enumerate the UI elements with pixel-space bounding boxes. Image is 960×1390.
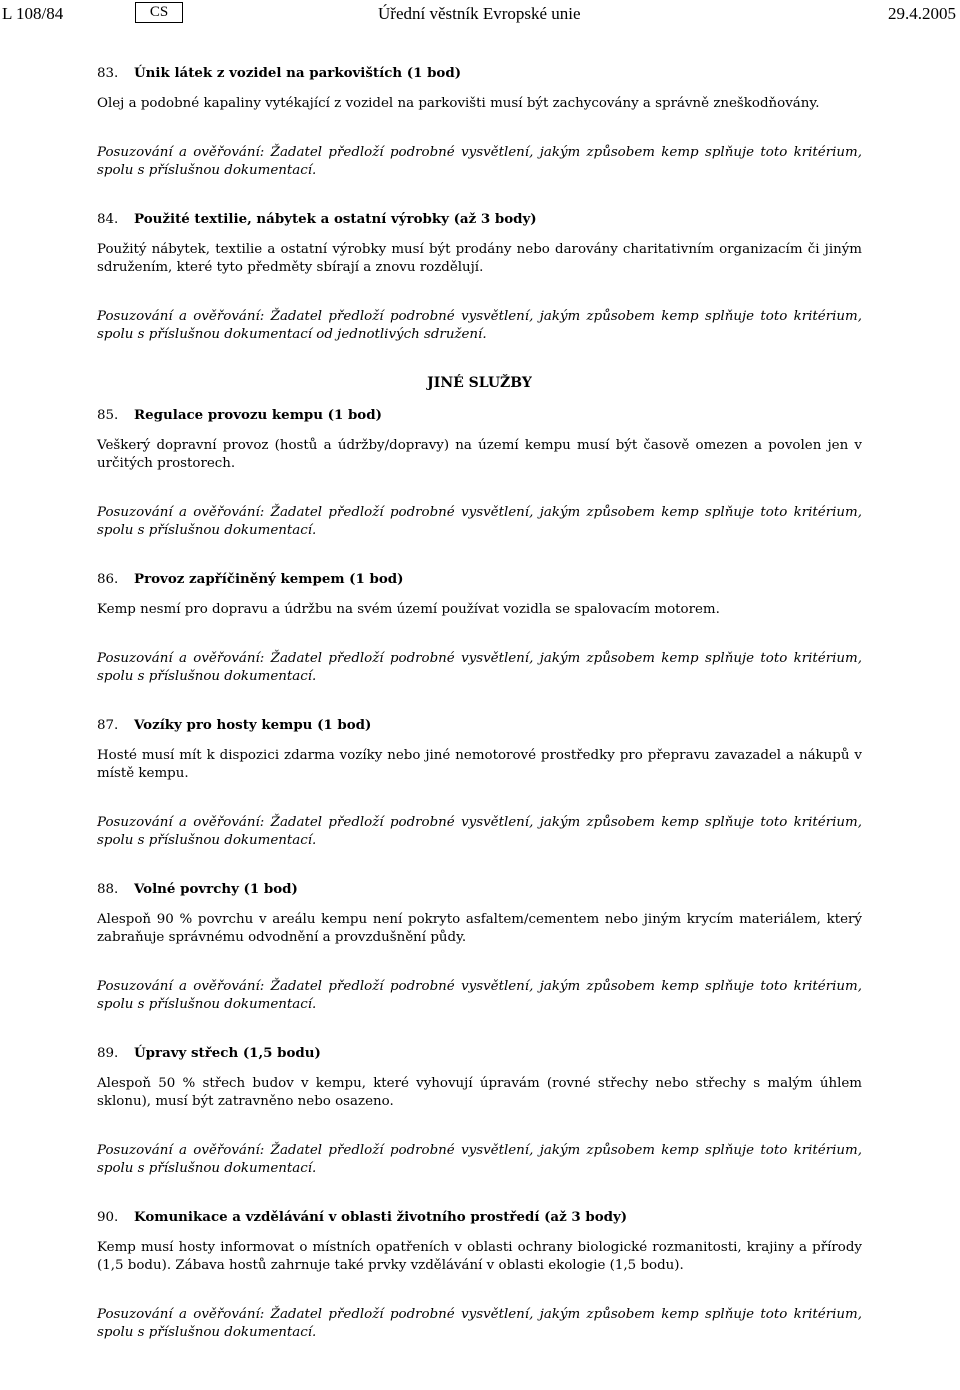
criterion-title: Úpravy střech (1,5 bodu) [134, 1045, 321, 1061]
journal-title: Úřední věstník Evropské unie [378, 4, 581, 23]
criterion-title: Použité textilie, nábytek a ostatní výrobky (až 3 body) [134, 211, 537, 227]
criterion-heading [97, 880, 862, 899]
criterion-requirement: Veškerý dopravní provoz (hostů a údržby/dopravy) na území kempu musí být časově omezen a povolen jen v určitých prostorech. [97, 438, 862, 471]
criterion-assessment: Posuzování a ověřování: Žadatel předloží podrobné vysvětlení, jakým způsobem kemp splňuje toto kritérium, spolu s příslušnou dokumentací od jednotlivých sdružení. [97, 309, 862, 342]
criterion-number: 87. [97, 718, 119, 733]
criterion-assessment: Posuzování a ověřování: Žadatel předloží podrobné vysvětlení, jakým způsobem kemp splňuje toto kritérium, spolu s příslušnou dokumentací. [97, 651, 862, 684]
section-title: JINÉ SLUŽBY [427, 375, 532, 391]
criterion-heading [97, 406, 862, 425]
criterion-requirement: Alespoň 90 % povrchu v areálu kempu není pokryto asfaltem/cementem nebo jiným krycím materiálem, který zabraňuje správnému odvodnění a provzdušnění půdy. [97, 912, 862, 945]
criterion-heading [97, 64, 862, 83]
publication-date: 29.4.2005 [888, 4, 956, 23]
criterion-requirement: Použitý nábytek, textilie a ostatní výrobky musí být prodány nebo darovány charitativním organizacím či jiným sdružením, které tyto předměty sbírají a znovu rozdělují. [97, 242, 862, 275]
document-body [97, 64, 862, 1372]
criterion-89 [97, 1044, 862, 1178]
page-header [0, 0, 960, 30]
criterion-assessment: Posuzování a ověřování: Žadatel předloží podrobné vysvětlení, jakým způsobem kemp splňuje toto kritérium, spolu s příslušnou dokumentací. [97, 145, 862, 178]
criterion-heading [97, 1044, 862, 1063]
criterion-title: Vozíky pro hosty kempu (1 bod) [134, 717, 372, 733]
criterion-85 [97, 406, 862, 540]
criterion-title: Volné povrchy (1 bod) [134, 881, 298, 897]
page-reference: L 108/84 [2, 4, 64, 23]
criterion-title: Únik látek z vozidel na parkovištích (1 bod) [134, 65, 462, 81]
criterion-number: 83. [97, 66, 119, 81]
criterion-86 [97, 570, 862, 686]
criterion-number: 90. [97, 1210, 119, 1225]
criterion-number: 89. [97, 1046, 119, 1061]
criterion-number: 88. [97, 882, 119, 897]
criterion-requirement: Alespoň 50 % střech budov v kempu, které vyhovují úpravám (rovné střechy nebo střechy s malým úhlem sklonu), musí být zatravněno nebo osazeno. [97, 1076, 862, 1109]
criterion-assessment: Posuzování a ověřování: Žadatel předloží podrobné vysvětlení, jakým způsobem kemp splňuje toto kritérium, spolu s příslušnou dokumentací. [97, 979, 862, 1012]
criterion-heading [97, 570, 862, 589]
criterion-heading [97, 1208, 862, 1227]
criterion-requirement: Kemp nesmí pro dopravu a údržbu na svém území používat vozidla se spalovacím motorem. [97, 602, 720, 617]
criterion-assessment: Posuzování a ověřování: Žadatel předloží podrobné vysvětlení, jakým způsobem kemp splňuje toto kritérium, spolu s příslušnou dokumentací. [97, 1143, 862, 1176]
criterion-88 [97, 880, 862, 1014]
criterion-title: Komunikace a vzdělávání v oblasti životního prostředí (až 3 body) [134, 1209, 628, 1225]
criterion-assessment: Posuzování a ověřování: Žadatel předloží podrobné vysvětlení, jakým způsobem kemp splňuje toto kritérium, spolu s příslušnou dokumentací. [97, 1307, 862, 1340]
criterion-84 [97, 210, 862, 344]
criterion-number: 85. [97, 408, 119, 423]
criterion-assessment: Posuzování a ověřování: Žadatel předloží podrobné vysvětlení, jakým způsobem kemp splňuje toto kritérium, spolu s příslušnou dokumentací. [97, 505, 862, 538]
criterion-number: 84. [97, 212, 119, 227]
criterion-90 [97, 1208, 862, 1342]
criterion-83 [97, 64, 862, 180]
criterion-title: Provoz zapříčiněný kempem (1 bod) [134, 571, 404, 587]
criterion-number: 86. [97, 572, 119, 587]
criterion-heading [97, 716, 862, 735]
criterion-requirement: Hosté musí mít k dispozici zdarma vozíky nebo jiné nemotorové prostředky pro přepravu zavazadel a nákupů v místě kempu. [97, 748, 862, 781]
criterion-87 [97, 716, 862, 850]
criterion-heading [97, 210, 862, 229]
criterion-requirement: Olej a podobné kapaliny vytékající z vozidel na parkovišti musí být zachycovány a správně zneškodňovány. [97, 96, 820, 111]
criterion-requirement: Kemp musí hosty informovat o místních opatřeních v oblasti ochrany biologické rozmanitosti, krajiny a přírody (1,5 bodu). Zábava hostů zahrnuje také prvky vzdělávání v oblasti ekologie (1,5 bodu). [97, 1240, 862, 1273]
criterion-assessment: Posuzování a ověřování: Žadatel předloží podrobné vysvětlení, jakým způsobem kemp splňuje toto kritérium, spolu s příslušnou dokumentací. [97, 815, 862, 848]
language-badge: CS [135, 2, 183, 23]
criterion-title: Regulace provozu kempu (1 bod) [134, 407, 382, 423]
